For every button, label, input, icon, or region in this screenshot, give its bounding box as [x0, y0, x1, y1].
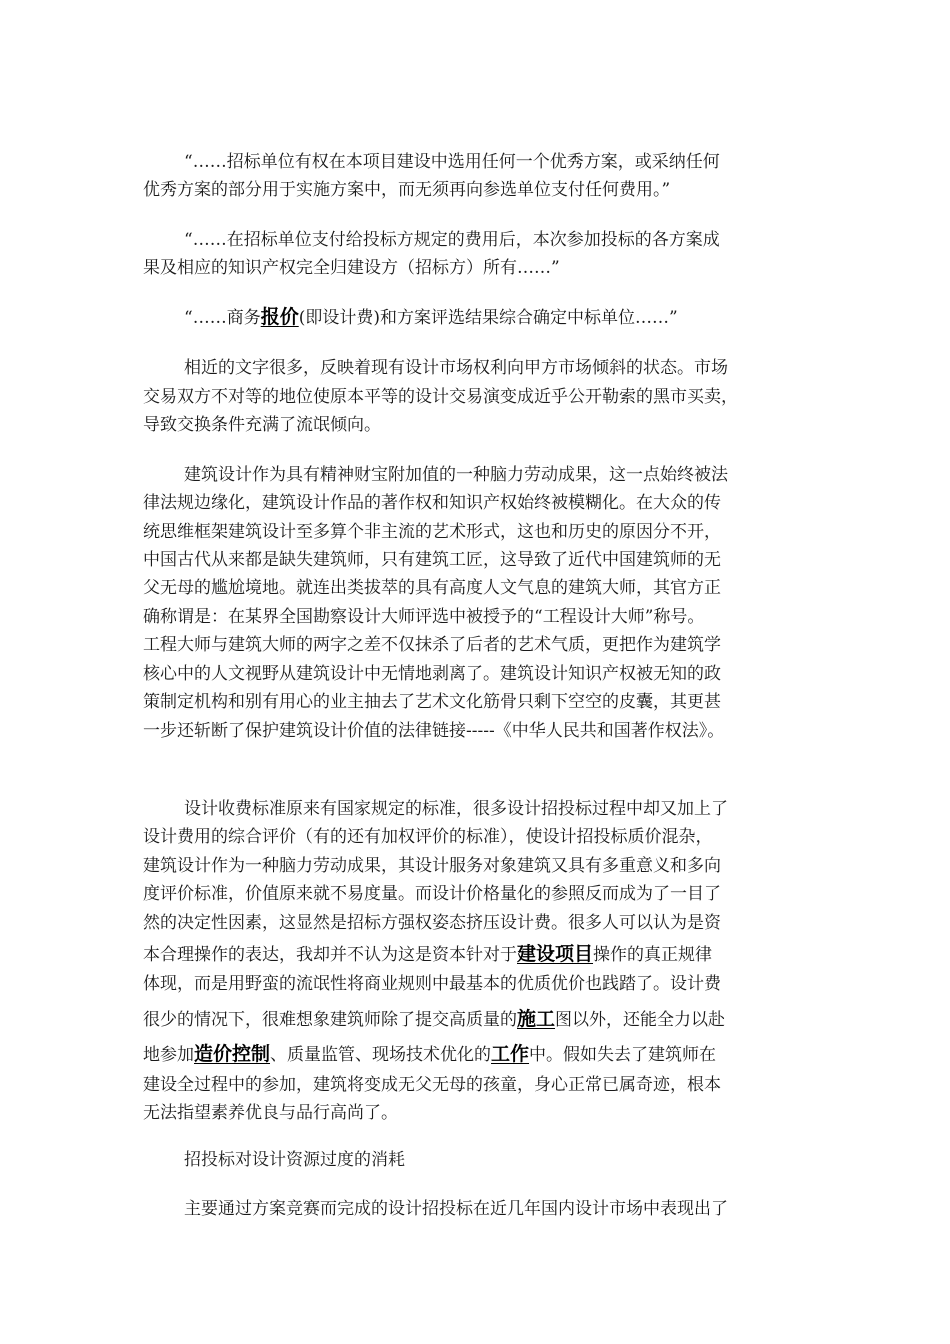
paragraph-5-line-6: 确称谓是：在某界全国勘察设计大师评选中被授予的“工程设计大师”称号。	[143, 607, 705, 627]
paragraph-5-line-9: 策制定机构和别有用心的业主抽去了艺术文化筋骨只剩下空空的皮囊，其更甚	[143, 692, 721, 712]
paragraph-4-line-3: 导致交换条件充满了流氓倾向。	[143, 415, 381, 435]
paragraph-6-line-8-post: 图以外，还能全力以赴	[555, 1010, 726, 1030]
paragraph-5-line-7: 工程大师与建筑大师的两字之差不仅抹杀了后者的艺术气质，更把作为建筑学	[143, 635, 721, 655]
paragraph-6-line-9	[143, 1040, 716, 1068]
paragraph-5-line-8: 核心中的人文视野从建筑设计中无情地剥离了。建筑设计知识产权被无知的政	[143, 664, 721, 684]
paragraph-6-line-5: 然的决定性因素，这显然是招标方强权姿态挤压设计费。很多人可以认为是资	[143, 913, 721, 933]
keyword-link-construction[interactable]: 施工	[517, 1008, 556, 1030]
paragraph-6-line-6-post: 操作的真正规律	[593, 945, 713, 965]
paragraph-1-line-1: “……招标单位有权在本项目建设中选用任何一个优秀方案，或采纳任何	[184, 152, 720, 172]
paragraph-7-line-1: 主要通过方案竞赛而完成的设计招投标在近几年国内设计市场中表现出了	[184, 1199, 728, 1219]
paragraph-3-text-pre: “……商务	[184, 308, 261, 328]
paragraph-3-line-1	[184, 303, 678, 331]
paragraph-2-line-2: 果及相应的知识产权完全归建设方（招标方）所有……”	[143, 258, 560, 278]
paragraph-6-line-1: 设计收费标准原来有国家规定的标准，很多设计招投标过程中却又加上了	[184, 799, 728, 819]
paragraph-2-line-1: “……在招标单位支付给投标方规定的费用后，本次参加投标的各方案成	[184, 230, 720, 250]
section-heading: 招投标对设计资源过度的消耗	[184, 1150, 405, 1170]
paragraph-5-line-3: 统思维框架建筑设计至多算个非主流的艺术形式，这也和历史的原因分不开，	[143, 522, 721, 542]
paragraph-6-line-2: 设计费用的综合评价（有的还有加权评价的标准），使设计招投标质价混杂，	[143, 827, 713, 847]
keyword-link-cost-control[interactable]: 造价控制	[194, 1043, 271, 1065]
keyword-link-work[interactable]: 工作	[491, 1043, 530, 1065]
paragraph-5-line-5: 父无母的尴尬境地。就连出类拔萃的具有高度人文气息的建筑大师，其官方正	[143, 578, 721, 598]
paragraph-4-line-1: 相近的文字很多，反映着现有设计市场权利向甲方市场倾斜的状态。市场	[184, 358, 728, 378]
paragraph-6-line-11: 无法指望素养优良与品行高尚了。	[143, 1103, 398, 1123]
paragraph-6-line-4: 度评价标准，价值原来就不易度量。而设计价格量化的参照反而成为了一目了	[143, 884, 721, 904]
paragraph-1-line-2: 优秀方案的部分用于实施方案中，而无须再向参选单位支付任何费用。”	[143, 180, 671, 200]
keyword-link-quote[interactable]: 报价	[260, 306, 299, 328]
paragraph-6-line-10: 建设全过程中的参加，建筑将变成无父无母的孩童，身心正常已属奇迹，根本	[143, 1075, 721, 1095]
paragraph-5-line-4: 中国古代从来都是缺失建筑师，只有建筑工匠，这导致了近代中国建筑师的无	[143, 550, 721, 570]
paragraph-4-line-2: 交易双方不对等的地位使原本平等的设计交易演变成近乎公开勒索的黑市买卖，	[143, 387, 738, 407]
paragraph-5-line-10: 一步还斩断了保护建筑设计价值的法律链接-----《中华人民共和国著作权法》。	[143, 721, 725, 741]
paragraph-6-line-6	[143, 940, 712, 968]
paragraph-6-line-6-pre: 本合理操作的表达，我却并不认为这是资本针对于	[143, 945, 517, 965]
paragraph-6-line-9-pre: 地参加	[143, 1045, 194, 1065]
paragraph-3-text-post: (即设计费)和方案评选结果综合确定中标单位……”	[298, 308, 678, 328]
keyword-link-construction-project[interactable]: 建设项目	[517, 943, 594, 965]
paragraph-5-line-2: 律法规边缘化，建筑设计作品的著作权和知识产权始终被模糊化。在大众的传	[143, 493, 721, 513]
paragraph-6-line-8-pre: 很少的情况下，很难想象建筑师除了提交高质量的	[143, 1010, 517, 1030]
paragraph-6-line-8	[143, 1005, 725, 1033]
paragraph-6-line-3: 建筑设计作为一种脑力劳动成果，其设计服务对象建筑又具有多重意义和多向	[143, 856, 721, 876]
paragraph-6-line-7: 体现，而是用野蛮的流氓性将商业规则中最基本的优质优价也践踏了。设计费	[143, 974, 721, 994]
paragraph-6-line-9-post: 中。假如失去了建筑师在	[529, 1045, 717, 1065]
paragraph-5-line-1: 建筑设计作为具有精神财宝附加值的一种脑力劳动成果，这一点始终被法	[184, 465, 728, 485]
paragraph-6-line-9-mid: 、质量监管、现场技术优化的	[270, 1045, 492, 1065]
